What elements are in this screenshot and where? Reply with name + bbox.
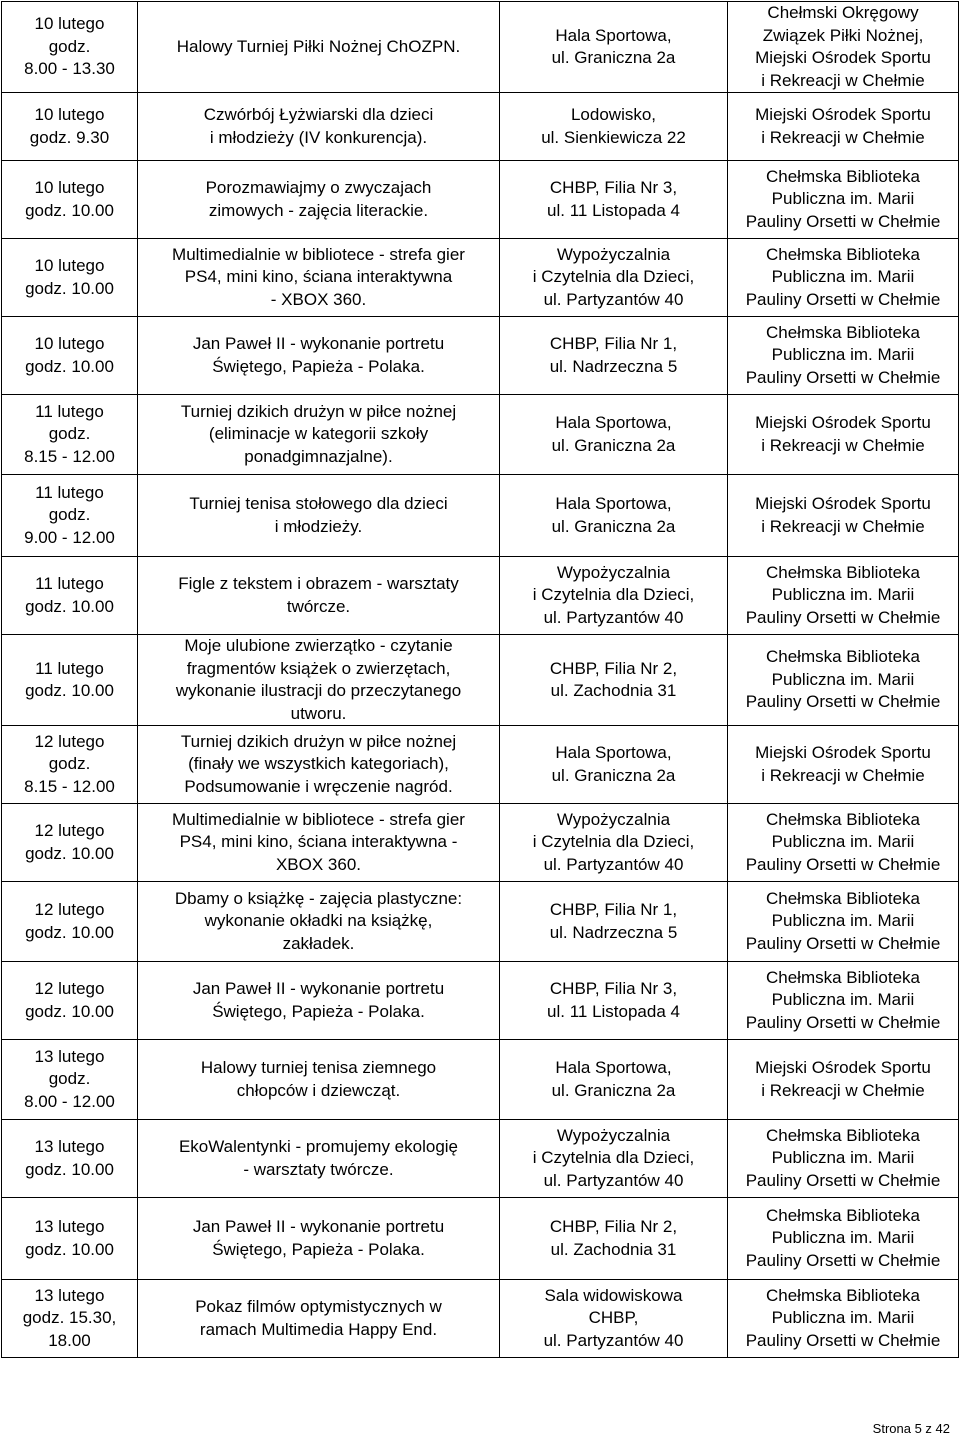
event-organizer-line: Pauliny Orsetti w Chełmie xyxy=(745,933,941,953)
event-location-line: i Czytelnia dla Dzieci, xyxy=(532,267,695,287)
event-organizer-line: Miejski Ośrodek Sportu xyxy=(755,105,931,124)
event-title-cell xyxy=(138,1040,500,1120)
event-organizer-line: Miejski Ośrodek Sportu xyxy=(755,413,931,432)
event-title-line: zimowych - zajęcia literackie. xyxy=(208,200,429,220)
table-row xyxy=(2,93,959,161)
event-location-line: Lodowisko, xyxy=(570,105,657,124)
event-title-cell xyxy=(138,2,500,93)
event-location-line: ul. Graniczna 2a xyxy=(551,516,676,536)
event-title-cell xyxy=(138,726,500,804)
event-date-line: 10 lutego xyxy=(34,256,105,275)
event-organizer-line: Pauliny Orsetti w Chełmie xyxy=(745,854,941,874)
table-row xyxy=(2,882,959,962)
table-row xyxy=(2,2,959,93)
event-location-cell xyxy=(500,962,728,1040)
event-title-line: twórcze. xyxy=(286,596,351,616)
event-date-cell xyxy=(2,804,138,882)
event-title-line: - warsztaty twórcze. xyxy=(243,1159,394,1179)
event-organizer-cell xyxy=(728,804,959,882)
event-organizer-line: Chełmska Biblioteka xyxy=(765,647,920,667)
events-table xyxy=(1,1,959,1358)
event-location-cell xyxy=(500,239,728,317)
event-organizer-cell xyxy=(728,2,959,93)
event-organizer-cell xyxy=(728,1120,959,1198)
event-organizer-line: Chełmska Biblioteka xyxy=(765,888,920,908)
event-organizer-line: Chełmska Biblioteka xyxy=(765,1285,920,1305)
event-date-line: 11 lutego xyxy=(35,574,104,593)
event-date-line: godz. 10.00 xyxy=(25,1239,114,1259)
table-row xyxy=(2,1280,959,1358)
event-date-line: godz. 10.00 xyxy=(25,1159,114,1179)
event-location-line: i Czytelnia dla Dzieci, xyxy=(532,585,695,605)
event-location-line: ul. Nadrzeczna 5 xyxy=(549,922,678,942)
event-date-line: godz. xyxy=(48,754,91,774)
event-organizer-line: Chełmska Biblioteka xyxy=(765,322,920,342)
event-date-line: 13 lutego xyxy=(34,1046,105,1066)
event-title-cell xyxy=(138,161,500,239)
event-date-cell xyxy=(2,395,138,475)
event-title-line: - XBOX 360. xyxy=(270,289,367,309)
event-location-cell xyxy=(500,1280,728,1358)
event-title-line: Czwórbój Łyżwiarski dla dzieci xyxy=(203,105,434,124)
event-organizer-line: Publiczna im. Marii xyxy=(771,585,915,605)
event-title-cell xyxy=(138,1120,500,1198)
event-organizer-line: Chełmska Biblioteka xyxy=(765,967,920,987)
table-row xyxy=(2,804,959,882)
event-date-cell xyxy=(2,2,138,93)
event-organizer-cell xyxy=(728,239,959,317)
event-date-cell xyxy=(2,317,138,395)
event-date-line: 8.15 - 12.00 xyxy=(24,446,115,466)
event-organizer-cell xyxy=(728,962,959,1040)
event-date-cell xyxy=(2,635,138,726)
event-date-line: godz. 10.00 xyxy=(25,596,114,616)
event-location-cell xyxy=(500,1120,728,1198)
event-title-line: Jan Paweł II - wykonanie portretu xyxy=(192,979,445,998)
event-title-cell xyxy=(138,93,500,161)
event-title-line: Pokaz filmów optymistycznych w xyxy=(195,1297,442,1316)
event-location-line: ul. Partyzantów 40 xyxy=(543,289,684,309)
event-title-line: fragmentów książek o zwierzętach, xyxy=(186,658,451,678)
event-organizer-line: Związek Piłki Nożnej, xyxy=(762,25,924,45)
event-organizer-line: Publiczna im. Marii xyxy=(771,1308,915,1328)
table-row xyxy=(2,635,959,726)
event-organizer-line: Publiczna im. Marii xyxy=(771,990,915,1010)
event-title-cell xyxy=(138,962,500,1040)
event-location-line: CHBP, xyxy=(588,1308,639,1328)
event-organizer-line: i Rekreacji w Chełmie xyxy=(761,516,925,536)
event-location-cell xyxy=(500,161,728,239)
event-location-line: ul. Graniczna 2a xyxy=(551,48,676,67)
event-location-cell xyxy=(500,804,728,882)
event-date-line: godz. xyxy=(48,505,91,525)
event-date-line: 8.00 - 12.00 xyxy=(24,1091,115,1111)
table-row xyxy=(2,161,959,239)
event-title-line: PS4, mini kino, ściana interaktywna xyxy=(184,267,453,287)
event-location-cell xyxy=(500,1198,728,1280)
event-title-line: i młodzieży. xyxy=(274,516,363,536)
event-location-line: ul. Graniczna 2a xyxy=(551,435,676,455)
event-date-cell xyxy=(2,1280,138,1358)
event-title-line: (eliminacje w kategorii szkoły xyxy=(208,424,429,444)
event-location-cell xyxy=(500,2,728,93)
event-date-line: 10 lutego xyxy=(34,178,105,197)
event-date-line: 11 lutego xyxy=(35,482,104,502)
event-location-line: CHBP, Filia Nr 2, xyxy=(549,1217,678,1236)
event-date-cell xyxy=(2,557,138,635)
event-location-line: Hala Sportowa, xyxy=(555,1058,672,1077)
event-location-line: Wypożyczalnia xyxy=(556,244,671,264)
event-title-cell xyxy=(138,804,500,882)
event-organizer-line: i Rekreacji w Chełmie xyxy=(761,127,925,147)
event-date-line: godz. 15.30, xyxy=(22,1308,117,1328)
event-organizer-line: Publiczna im. Marii xyxy=(771,1228,915,1248)
event-date-line: 8.00 - 13.30 xyxy=(24,59,115,79)
event-location-cell xyxy=(500,635,728,726)
event-date-line: godz. 10.00 xyxy=(25,922,114,942)
event-organizer-line: Chełmska Biblioteka xyxy=(765,166,920,186)
event-organizer-cell xyxy=(728,882,959,962)
event-location-line: Hala Sportowa, xyxy=(555,494,672,513)
event-location-cell xyxy=(500,475,728,557)
event-date-cell xyxy=(2,475,138,557)
table-row xyxy=(2,1120,959,1198)
event-title-cell xyxy=(138,882,500,962)
event-location-line: CHBP, Filia Nr 2, xyxy=(549,658,678,678)
event-title-line: Turniej tenisa stołowego dla dzieci xyxy=(189,494,448,513)
event-date-line: godz. 10.00 xyxy=(25,681,114,700)
event-organizer-line: Miejski Ośrodek Sportu xyxy=(755,48,931,67)
event-organizer-line: Publiczna im. Marii xyxy=(771,1148,915,1168)
event-title-cell xyxy=(138,1280,500,1358)
event-organizer-line: Pauliny Orsetti w Chełmie xyxy=(745,1170,941,1190)
event-location-line: i Czytelnia dla Dzieci, xyxy=(532,1148,695,1168)
event-title-line: Jan Paweł II - wykonanie portretu xyxy=(192,334,445,353)
event-organizer-line: Pauliny Orsetti w Chełmie xyxy=(745,289,941,309)
event-location-line: Wypożyczalnia xyxy=(556,1125,671,1145)
event-organizer-line: Publiczna im. Marii xyxy=(771,267,915,287)
event-location-line: Hala Sportowa, xyxy=(555,743,672,762)
event-date-line: 10 lutego xyxy=(34,105,105,124)
table-row xyxy=(2,1040,959,1120)
event-date-line: 10 lutego xyxy=(34,14,105,34)
event-location-line: ul. Partyzantów 40 xyxy=(543,1330,684,1350)
event-organizer-line: Chełmska Biblioteka xyxy=(765,1205,920,1225)
table-row xyxy=(2,557,959,635)
event-title-line: EkoWalentynki - promujemy ekologię xyxy=(178,1137,459,1156)
event-title-line: Halowy turniej tenisa ziemnego xyxy=(200,1058,437,1077)
event-title-line: Porozmawiajmy o zwyczajach xyxy=(205,178,432,197)
event-organizer-line: Pauliny Orsetti w Chełmie xyxy=(745,692,941,712)
table-row xyxy=(2,726,959,804)
event-location-line: CHBP, Filia Nr 3, xyxy=(549,178,678,197)
event-organizer-line: Miejski Ośrodek Sportu xyxy=(755,494,931,513)
event-location-line: CHBP, Filia Nr 1, xyxy=(549,334,678,353)
event-organizer-line: Pauliny Orsetti w Chełmie xyxy=(745,367,941,387)
event-organizer-line: i Rekreacji w Chełmie xyxy=(761,1080,925,1100)
event-title-line: Turniej dzikich drużyn w piłce nożnej xyxy=(180,401,457,421)
event-organizer-cell xyxy=(728,1280,959,1358)
event-organizer-line: i Rekreacji w Chełmie xyxy=(761,765,925,785)
event-location-cell xyxy=(500,726,728,804)
event-title-line: chłopców i dziewcząt. xyxy=(236,1080,401,1100)
event-title-line: wykonanie ilustracji do przeczytanego xyxy=(175,681,462,700)
event-title-line: zakładek. xyxy=(282,933,355,953)
event-title-line: i młodzieży (IV konkurencja). xyxy=(209,127,428,147)
event-location-line: Wypożyczalnia xyxy=(556,562,671,582)
event-date-cell xyxy=(2,882,138,962)
event-date-line: godz. 9.30 xyxy=(29,127,110,147)
event-location-line: ul. Partyzantów 40 xyxy=(543,854,684,874)
event-date-line: 13 lutego xyxy=(34,1285,105,1305)
event-date-cell xyxy=(2,726,138,804)
event-date-line: 8.15 - 12.00 xyxy=(24,776,115,796)
event-location-line: Sala widowiskowa xyxy=(544,1285,683,1305)
event-date-line: 12 lutego xyxy=(34,900,105,919)
event-location-line: ul. Partyzantów 40 xyxy=(543,1170,684,1190)
event-location-cell xyxy=(500,1040,728,1120)
event-organizer-line: Chełmski Okręgowy xyxy=(767,3,919,22)
event-date-cell xyxy=(2,962,138,1040)
event-organizer-cell xyxy=(728,317,959,395)
table-row xyxy=(2,475,959,557)
event-location-cell xyxy=(500,882,728,962)
table-row xyxy=(2,317,959,395)
event-organizer-line: Chełmska Biblioteka xyxy=(765,562,920,582)
event-location-line: CHBP, Filia Nr 3, xyxy=(549,979,678,998)
event-date-line: godz. xyxy=(48,36,91,56)
event-organizer-line: i Rekreacji w Chełmie xyxy=(761,70,925,90)
event-title-line: ramach Multimedia Happy End. xyxy=(199,1319,438,1339)
event-organizer-line: Publiczna im. Marii xyxy=(771,832,915,852)
event-date-line: 11 lutego xyxy=(35,401,104,421)
event-date-line: godz. 10.00 xyxy=(25,843,114,863)
table-row xyxy=(2,962,959,1040)
event-date-line: godz. xyxy=(48,1069,91,1089)
event-title-line: Jan Paweł II - wykonanie portretu xyxy=(192,1217,445,1236)
event-organizer-line: Pauliny Orsetti w Chełmie xyxy=(745,1012,941,1032)
event-organizer-line: Chełmska Biblioteka xyxy=(765,1125,920,1145)
event-date-line: 12 lutego xyxy=(34,821,105,840)
event-title-line: Świętego, Papieża - Polaka. xyxy=(212,1239,425,1259)
event-title-cell xyxy=(138,239,500,317)
event-organizer-cell xyxy=(728,1040,959,1120)
event-location-cell xyxy=(500,317,728,395)
event-organizer-line: Pauliny Orsetti w Chełmie xyxy=(745,607,941,627)
event-date-cell xyxy=(2,1198,138,1280)
event-title-line: wykonanie okładki na książkę, xyxy=(204,911,433,931)
event-organizer-line: Chełmska Biblioteka xyxy=(765,809,920,829)
event-location-line: ul. Zachodnia 31 xyxy=(550,681,677,700)
event-title-cell xyxy=(138,1198,500,1280)
event-title-line: Figle z tekstem i obrazem - warsztaty xyxy=(178,574,459,593)
event-organizer-cell xyxy=(728,557,959,635)
event-date-line: 13 lutego xyxy=(34,1217,105,1236)
event-location-cell xyxy=(500,93,728,161)
event-location-cell xyxy=(500,395,728,475)
event-date-line: 10 lutego xyxy=(34,334,105,353)
event-title-line: utworu. xyxy=(290,703,347,723)
event-title-cell xyxy=(138,475,500,557)
event-title-line: Świętego, Papieża - Polaka. xyxy=(212,1001,425,1021)
event-organizer-line: Publiczna im. Marii xyxy=(771,189,915,209)
event-date-line: 12 lutego xyxy=(34,731,105,751)
event-title-line: Multimedialnie w bibliotece - strefa gier xyxy=(172,809,465,829)
event-organizer-line: Publiczna im. Marii xyxy=(771,911,915,931)
event-date-cell xyxy=(2,239,138,317)
event-date-line: 12 lutego xyxy=(34,979,105,998)
table-row xyxy=(2,239,959,317)
event-location-line: ul. 11 Listopada 4 xyxy=(547,1001,680,1021)
event-title-cell xyxy=(138,395,500,475)
event-organizer-cell xyxy=(728,475,959,557)
table-row xyxy=(2,1198,959,1280)
event-organizer-cell xyxy=(728,161,959,239)
event-title-line: ponadgimnazjalne). xyxy=(244,446,393,466)
event-organizer-line: Miejski Ośrodek Sportu xyxy=(755,743,931,762)
event-location-line: ul. Graniczna 2a xyxy=(551,765,676,785)
event-date-line: godz. 10.00 xyxy=(25,200,114,220)
event-title-cell xyxy=(138,557,500,635)
events-table-body xyxy=(2,2,959,1358)
event-location-line: CHBP, Filia Nr 1, xyxy=(549,900,678,919)
event-location-line: ul. Sienkiewicza 22 xyxy=(541,127,686,147)
event-organizer-line: Pauliny Orsetti w Chełmie xyxy=(745,1250,941,1270)
page-number: Strona 5 z 42 xyxy=(872,1421,950,1436)
event-organizer-line: Pauliny Orsetti w Chełmie xyxy=(745,1330,941,1350)
event-organizer-line: Chełmska Biblioteka xyxy=(765,244,920,264)
event-location-line: i Czytelnia dla Dzieci, xyxy=(532,832,695,852)
event-date-line: 18.00 xyxy=(48,1330,91,1350)
event-location-line: Hala Sportowa, xyxy=(555,25,672,45)
event-title-line: (finały we wszystkich kategoriach), xyxy=(188,754,449,774)
table-row xyxy=(2,395,959,475)
event-organizer-cell xyxy=(728,726,959,804)
event-date-line: 11 lutego xyxy=(35,658,104,678)
event-title-line: Moje ulubione zwierzątko - czytanie xyxy=(184,636,453,655)
event-title-line: Dbamy o książkę - zajęcia plastyczne: xyxy=(174,888,463,908)
event-location-line: ul. 11 Listopada 4 xyxy=(547,200,680,220)
event-organizer-line: i Rekreacji w Chełmie xyxy=(761,435,925,455)
event-title-line: XBOX 360. xyxy=(275,854,362,874)
event-date-cell xyxy=(2,93,138,161)
event-title-line: Halowy Turniej Piłki Nożnej ChOZPN. xyxy=(176,36,461,56)
event-location-line: ul. Graniczna 2a xyxy=(551,1080,676,1100)
event-title-line: Podsumowanie i wręczenie nagród. xyxy=(184,776,453,796)
event-date-cell xyxy=(2,1120,138,1198)
event-organizer-line: Publiczna im. Marii xyxy=(771,669,915,689)
event-date-line: 9.00 - 12.00 xyxy=(24,527,115,547)
event-title-line: PS4, mini kino, ściana interaktywna - xyxy=(179,832,458,852)
event-date-line: godz. 10.00 xyxy=(25,356,114,376)
event-location-line: Wypożyczalnia xyxy=(556,809,671,829)
event-location-line: ul. Partyzantów 40 xyxy=(543,607,684,627)
event-organizer-cell xyxy=(728,635,959,726)
event-location-line: Hala Sportowa, xyxy=(555,413,672,432)
event-date-cell xyxy=(2,161,138,239)
event-date-line: godz. 10.00 xyxy=(25,278,114,298)
event-title-line: Turniej dzikich drużyn w piłce nożnej xyxy=(180,731,457,751)
event-date-line: godz. 10.00 xyxy=(25,1001,114,1021)
event-title-cell xyxy=(138,317,500,395)
event-organizer-line: Publiczna im. Marii xyxy=(771,345,915,365)
event-date-line: godz. xyxy=(48,424,91,444)
event-title-line: Multimedialnie w bibliotece - strefa gier xyxy=(172,244,465,264)
event-location-line: ul. Nadrzeczna 5 xyxy=(549,356,678,376)
event-organizer-line: Pauliny Orsetti w Chełmie xyxy=(745,211,941,231)
event-organizer-cell xyxy=(728,1198,959,1280)
event-organizer-line: Miejski Ośrodek Sportu xyxy=(755,1058,931,1077)
event-organizer-cell xyxy=(728,395,959,475)
event-date-cell xyxy=(2,1040,138,1120)
event-title-cell xyxy=(138,635,500,726)
event-location-line: ul. Zachodnia 31 xyxy=(550,1239,677,1259)
event-organizer-cell xyxy=(728,93,959,161)
event-location-cell xyxy=(500,557,728,635)
event-date-line: 13 lutego xyxy=(34,1137,105,1156)
event-title-line: Świętego, Papieża - Polaka. xyxy=(212,356,425,376)
